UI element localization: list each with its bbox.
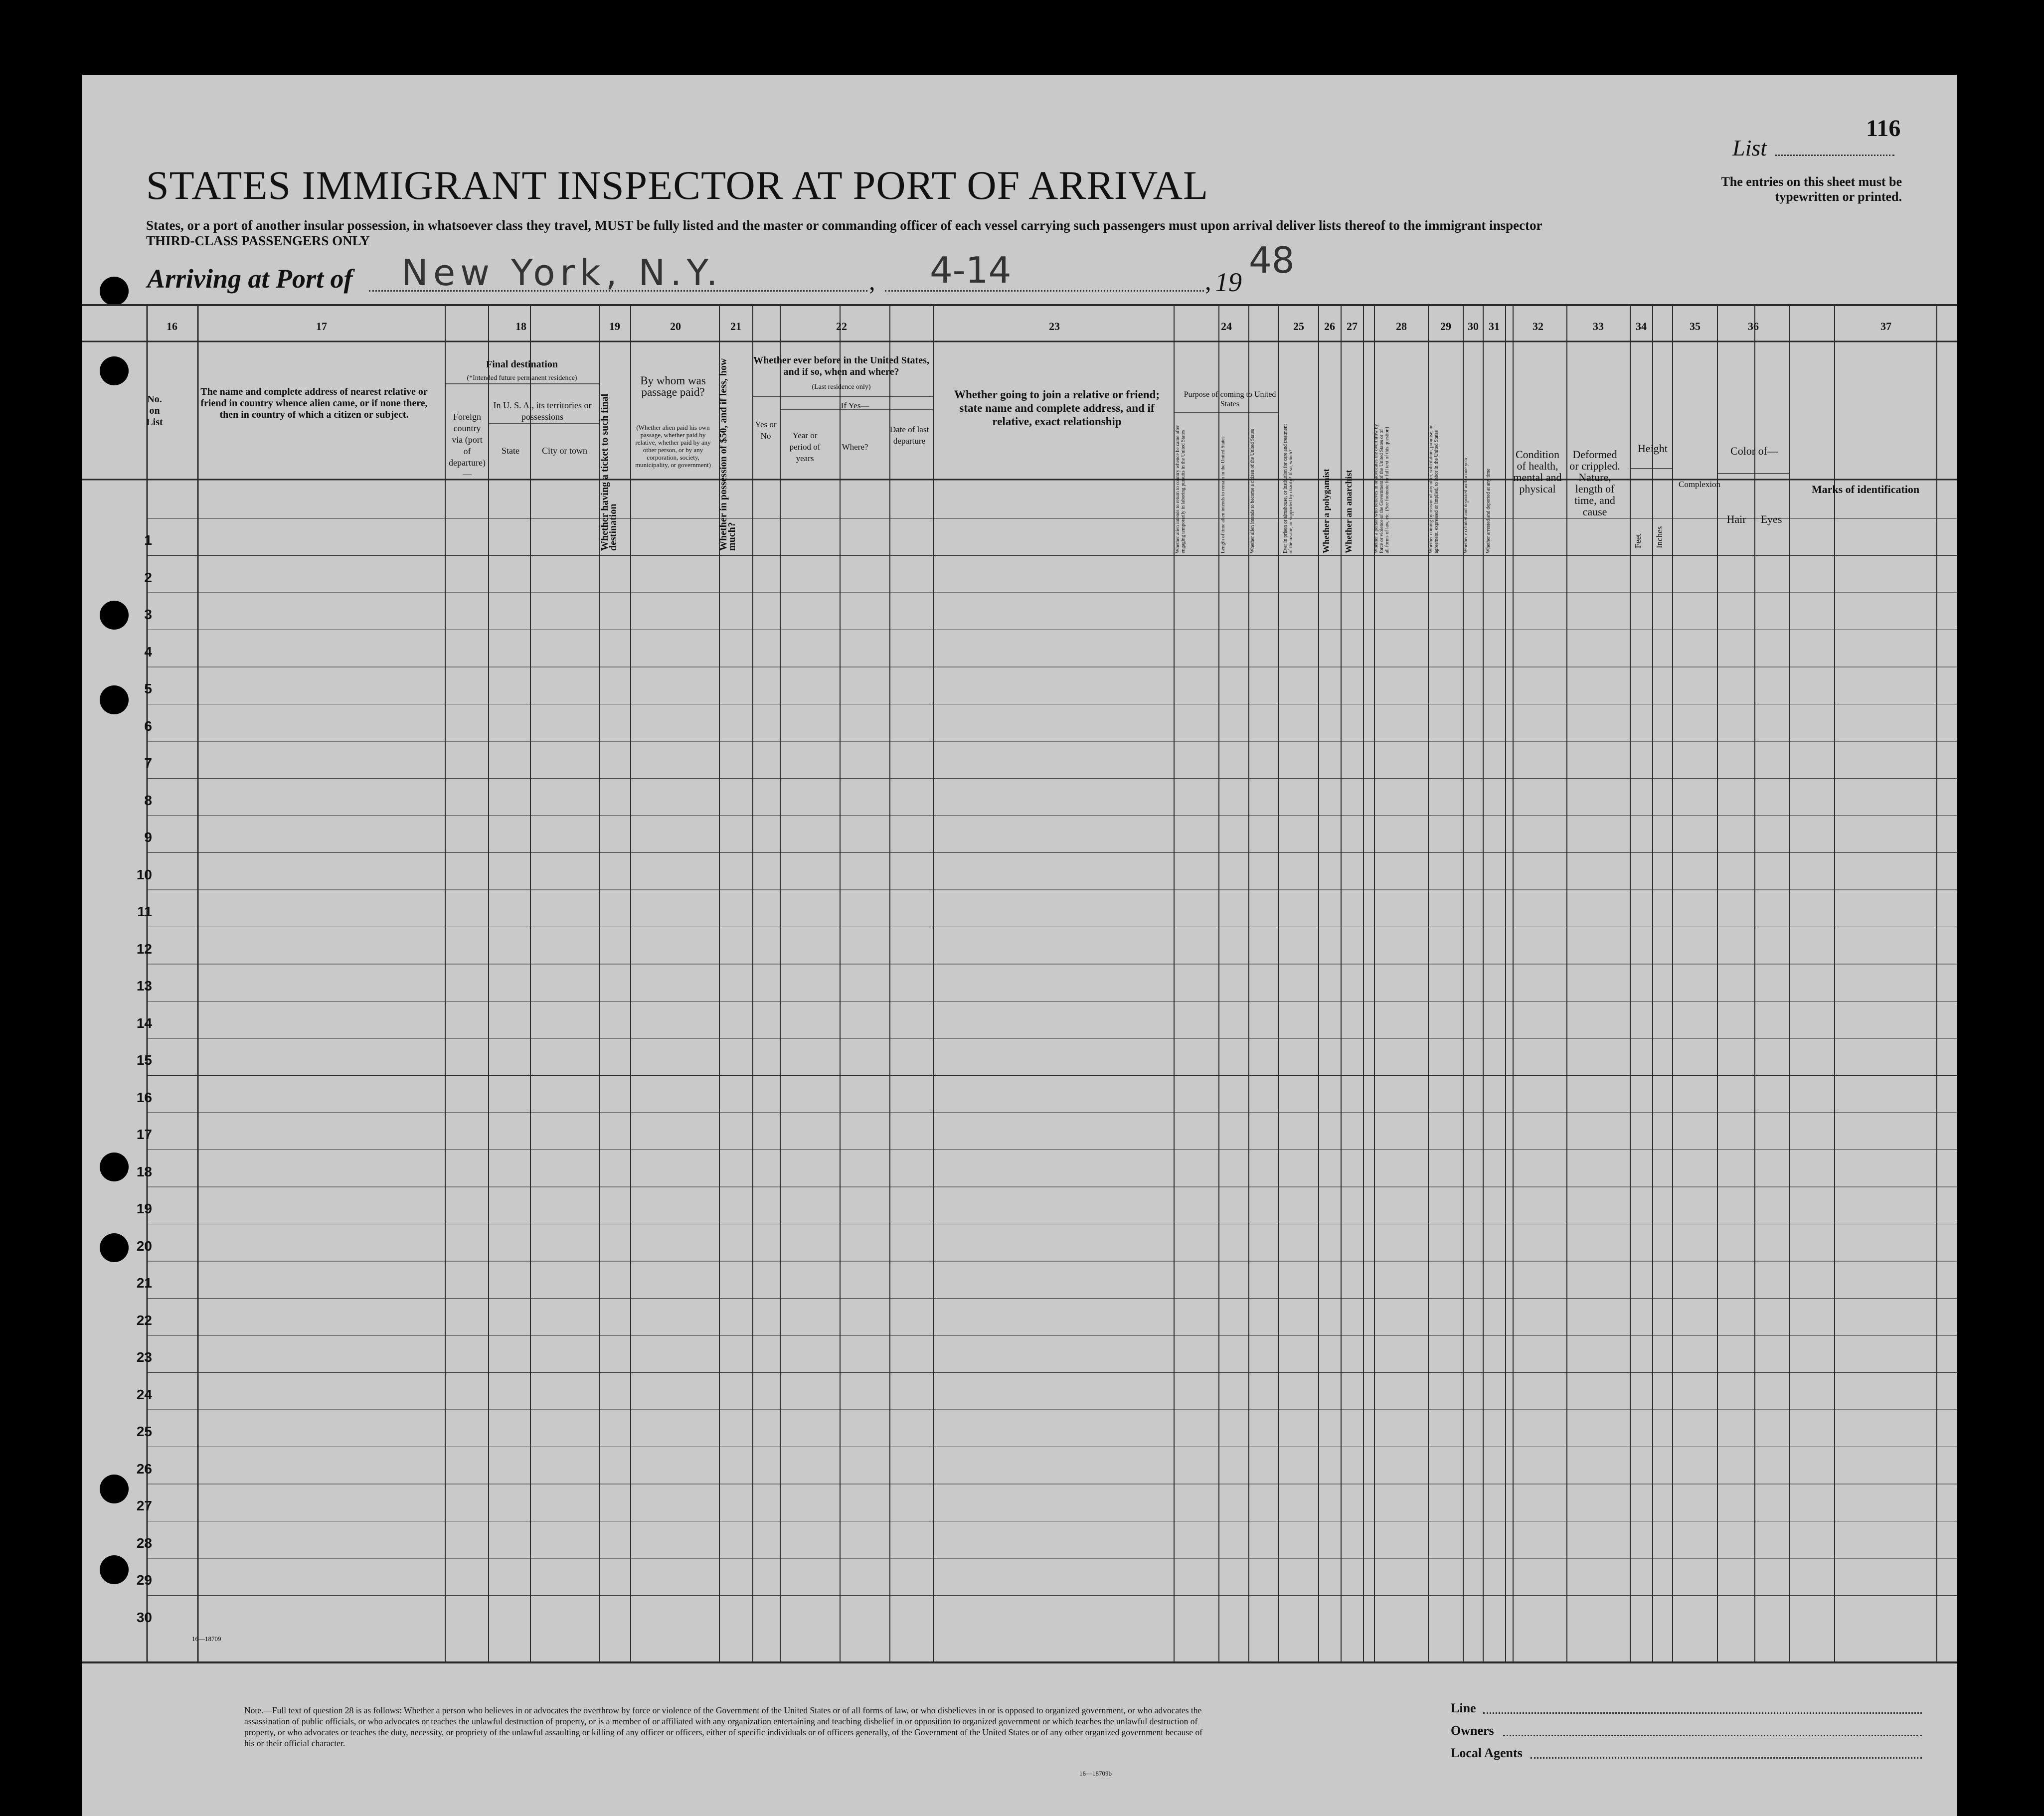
- page-title: STATES IMMIGRANT INSPECTOR AT PORT OF ARRIVAL: [146, 163, 1209, 208]
- row-number: 4: [144, 644, 152, 660]
- header-ever-before-in-us: Whether ever before in the United States, and if so, when and where?: [753, 355, 929, 377]
- column-number-23: 23: [1049, 320, 1060, 332]
- column-number-28: 28: [1396, 320, 1407, 332]
- header-labor-offer: Whether coming by reason of any offer, solicitation, promise, or agreement, expressed or implied, to labor in the United States: [1428, 425, 1439, 553]
- header-anarchist: Whether an anarchist: [1344, 470, 1354, 553]
- column-number-18: 18: [515, 320, 526, 332]
- column-number-36: 36: [1748, 320, 1759, 332]
- line-label: Line: [1451, 1701, 1476, 1715]
- column-number-35: 35: [1690, 320, 1701, 332]
- header-purpose-length: Length of time alien intends to remain in the United States: [1220, 436, 1226, 553]
- header-hair: Hair: [1726, 513, 1746, 525]
- footnote-question-28: Note.—Full text of question 28 is as follows: Whether a person who believes in or advocates the overthrow by force or violence of the Government of the United States or of all forms of law, or who disbelieves in or is opposed to organized government, or who advocates the assassination of public officials, or who advocates or teaches the unlawful destruction of property, or is a member of or affiliated with any organization entertaining and teaching disbelief in or opposition to organized government or which teaches the unlawful destruction of property, or who advocates or teaches the duty, necessity, or propriety of the unlawful assaulting or killing of any officer or officers, either of specific individuals or of officers generally, of the Government of the United States or of any other organized government because of his or their official character.: [244, 1705, 1202, 1748]
- row-number: 11: [137, 904, 152, 919]
- typewritten-note: The entries on this sheet must be typewritten or printed.: [1721, 174, 1902, 204]
- header-yes-or-no: Yes or No: [755, 420, 777, 441]
- column-number-37: 37: [1880, 320, 1891, 332]
- row-number: 29: [136, 1572, 152, 1588]
- subtitle-instructions: States, or a port of another insular possession, in whatsoever class they travel, MUST be fully listed and the master or commanding officer of each vessel carrying such passengers must upon arrival deliver lists thereof to the immigrant inspector: [146, 218, 1542, 233]
- row-number: 13: [136, 978, 152, 993]
- header-height: Height: [1638, 442, 1668, 455]
- header-color-of: Color of—: [1730, 445, 1778, 457]
- column-number-32: 32: [1533, 320, 1543, 332]
- arrival-year-handwritten: 48: [1249, 239, 1295, 281]
- row-number: 16: [136, 1089, 152, 1105]
- form-number: 16—18709: [192, 1635, 221, 1643]
- header-arrested: Whether arrested and deported at any time: [1486, 469, 1491, 553]
- header-final-destination-sub: (*Intended future permanent residence): [467, 374, 577, 382]
- header-excluded: Whether excluded and deported within one year: [1463, 457, 1469, 553]
- row-number: 30: [136, 1609, 152, 1625]
- header-passage-paid-note: (Whether alien paid his own passage, whether paid by relative, whether paid by any other person, or by any corporation, society, municipality, or government): [635, 424, 711, 469]
- manifest-sheet: [82, 75, 1957, 1816]
- row-number: 1: [144, 532, 152, 548]
- arrival-port-label: Arriving at Port of: [147, 264, 353, 294]
- column-number-31: 31: [1489, 320, 1500, 332]
- header-eyes: Eyes: [1760, 513, 1782, 525]
- list-number: 116: [1866, 115, 1901, 142]
- owners-label: Owners: [1451, 1723, 1494, 1738]
- row-number: 9: [144, 829, 152, 845]
- owners-field: [1503, 1735, 1922, 1736]
- header-state: State: [502, 446, 519, 456]
- column-number-33: 33: [1593, 320, 1604, 332]
- header-ticket: Whether having a ticket to such final destination: [599, 393, 619, 551]
- header-last-residence: (Last residence only): [812, 383, 871, 391]
- row-number: 28: [136, 1535, 152, 1551]
- row-number: 3: [144, 607, 152, 622]
- column-number-34: 34: [1636, 320, 1647, 332]
- header-where: Where?: [842, 442, 868, 452]
- column-number-30: 30: [1468, 320, 1479, 332]
- row-number: 18: [136, 1163, 152, 1179]
- arrival-date-handwritten: 4-14: [930, 249, 1012, 291]
- header-in-usa: In U. S. A., its territories or possessions: [493, 400, 592, 422]
- row-number: 27: [136, 1498, 152, 1513]
- column-number-22: 22: [836, 320, 847, 332]
- column-number-21: 21: [730, 320, 741, 332]
- column-number-20: 20: [670, 320, 681, 332]
- header-passage-paid: By whom was passage paid?: [640, 374, 706, 398]
- header-question-28: Whether a person who believes in or advocates the overthrow by force or violence of the Government of the United States or of all forms of law, etc. (See footnote for full text of this question): [1373, 424, 1390, 553]
- column-number-19: 19: [609, 320, 620, 332]
- arrival-port-handwritten: New York, N.Y.: [401, 252, 723, 294]
- header-purpose-return: Whether alien intends to return to country whence he came after engaging temporarily in laboring pursuits in the United States: [1175, 425, 1186, 553]
- row-number: 24: [136, 1386, 152, 1402]
- arrival-comma: ,: [1205, 267, 1211, 295]
- header-health: Condition of health, mental and physical: [1513, 448, 1562, 495]
- local-agents-label: Local Agents: [1451, 1746, 1523, 1760]
- header-foreign-country: Foreign country via (port of departure)—: [449, 412, 486, 479]
- column-number-24: 24: [1221, 320, 1232, 332]
- subtitle-class: THIRD-CLASS PASSENGERS ONLY: [146, 233, 370, 248]
- row-number: 22: [136, 1312, 152, 1328]
- row-number: 25: [136, 1424, 152, 1439]
- arrival-comma: ,: [869, 267, 875, 295]
- header-inches: Inches: [1655, 526, 1664, 548]
- header-marks-of-identification: Marks of identification: [1811, 483, 1920, 495]
- row-number: 26: [136, 1461, 152, 1477]
- header-nearest-relative: The name and complete address of nearest relative or friend in country whence alien came, or if none there, then in country of which a citizen or subject.: [200, 386, 428, 420]
- header-date-last-departure: Date of last departure: [889, 425, 929, 446]
- column-number-25: 25: [1293, 320, 1304, 332]
- header-purpose-citizen: Whether alien intends to become a citizen of the United States: [1250, 429, 1255, 553]
- header-purpose: Purpose of coming to United States: [1184, 390, 1276, 408]
- column-number-17: 17: [316, 320, 327, 332]
- column-number-16: 16: [167, 320, 177, 332]
- header-year-or-period: Year or period of years: [789, 431, 821, 463]
- row-number: 23: [136, 1349, 152, 1365]
- row-number: 14: [136, 1015, 152, 1031]
- row-number: 7: [144, 755, 152, 771]
- header-deformed: Deformed or crippled. Nature, length of time, and cause: [1569, 448, 1620, 518]
- header-no-on-list: No. on List: [146, 394, 163, 428]
- row-number: 15: [136, 1052, 152, 1068]
- line-field: [1483, 1712, 1922, 1714]
- manifest-grid: [82, 75, 1957, 1816]
- header-prison: Ever in prison or almshouse, or institution for care and treatment of the insane, or supported by charity? If so, which?: [1283, 424, 1294, 553]
- row-number: 19: [136, 1201, 152, 1216]
- arrival-year-prefix: 19: [1215, 267, 1242, 297]
- list-label: List: [1732, 135, 1767, 161]
- header-complexion: Complexion: [1679, 480, 1721, 489]
- row-number: 2: [144, 569, 152, 585]
- row-number: 12: [136, 941, 152, 957]
- form-number: 16—18709b: [1079, 1770, 1112, 1777]
- header-feet: Feet: [1633, 533, 1643, 548]
- header-going-to-join: Whether going to join a relative or friend; state name and complete address, and if relative, exact relationship: [954, 388, 1160, 428]
- row-number: 10: [136, 866, 152, 882]
- header-fifty-dollars: Whether in possession of $50, and if less, how much?: [718, 358, 737, 551]
- row-number: 17: [136, 1127, 152, 1142]
- local-agents-field: [1531, 1757, 1922, 1759]
- header-polygamist: Whether a polygamist: [1321, 469, 1331, 553]
- row-number: 8: [144, 792, 152, 808]
- column-number-26: 26: [1324, 320, 1335, 332]
- row-number: 5: [144, 681, 152, 696]
- row-number: 6: [144, 718, 152, 734]
- header-final-destination: Final destination: [486, 359, 558, 370]
- row-number: 20: [136, 1238, 152, 1254]
- column-number-27: 27: [1347, 320, 1358, 332]
- row-number: 21: [136, 1275, 152, 1291]
- header-if-yes: If Yes—: [841, 401, 869, 410]
- header-city-or-town: City or town: [541, 446, 587, 456]
- column-number-29: 29: [1440, 320, 1451, 332]
